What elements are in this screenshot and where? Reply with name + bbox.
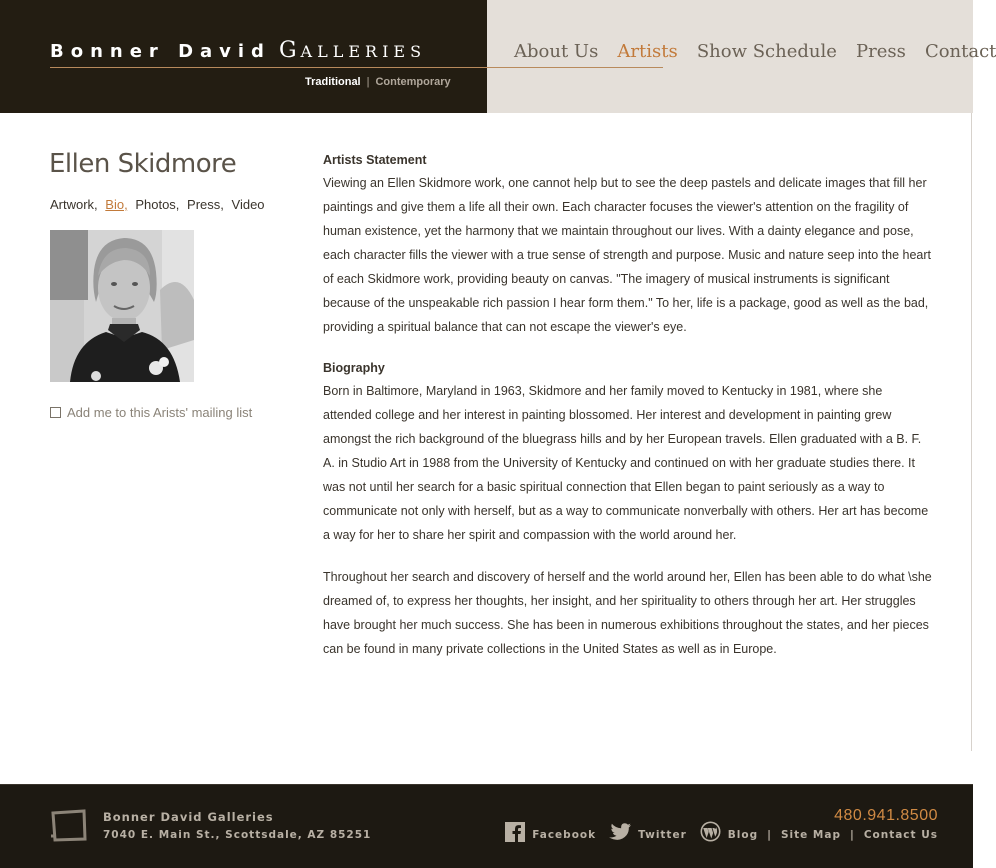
twitter-link[interactable] [609, 823, 687, 841]
collection-separator: | [366, 76, 370, 88]
footer-links [492, 821, 938, 842]
tab-bio[interactable]: Bio, [105, 197, 128, 212]
mailing-list-option[interactable] [50, 405, 252, 420]
facebook-icon [505, 822, 525, 842]
tab-video[interactable]: Video [231, 197, 265, 212]
biography-section [323, 357, 933, 547]
footer-logo-icon[interactable] [50, 809, 87, 842]
twitter-label: Twitter [638, 828, 687, 841]
tab-photos[interactable]: Photos, [135, 197, 180, 212]
nav-about-us[interactable]: About Us [514, 41, 599, 62]
collection-links [305, 76, 451, 88]
traditional-link[interactable]: Traditional [305, 76, 361, 88]
contact-us-link[interactable]: Contact Us [863, 828, 938, 841]
facebook-label: Facebook [532, 828, 597, 841]
biography-section-2 [323, 565, 933, 661]
artist-portrait [50, 230, 194, 382]
tab-artwork[interactable]: Artwork, [50, 197, 98, 212]
blog-label: Blog [727, 828, 759, 841]
nav-contact[interactable]: Contact [924, 41, 996, 62]
logo-galleries-rest: ALLERIES [300, 42, 427, 61]
artist-tabs [50, 197, 269, 212]
footer-address: 7040 E. Main St., Scottsdale, AZ 85251 [103, 829, 372, 841]
contemporary-link[interactable]: Contemporary [375, 76, 451, 88]
twitter-icon [609, 823, 631, 841]
facebook-link[interactable] [505, 822, 596, 842]
site-footer [0, 784, 973, 868]
footer-separator: | [767, 828, 772, 841]
artist-statement-section [323, 149, 933, 339]
biography-paragraph-2: Throughout her search and discovery of herself and the world around her, Ellen has been able to do what \she dreamed of, to express her thoughts, her insight, and her spirituality to others through her art. Her struggles have brought her much success. She has been in numerous exhibitions throughout the states, and her pieces can be found in many private collections in the United States as well as in Europe. [323, 570, 932, 656]
logo-bonner-david: Bonner David [50, 41, 271, 62]
biography-heading: Biography [323, 361, 385, 375]
portrait-image [50, 230, 194, 382]
header-divider [50, 67, 663, 68]
site-map-link[interactable]: Site Map [780, 828, 841, 841]
wordpress-icon [700, 821, 721, 842]
artist-bio-content [323, 149, 933, 679]
blog-link[interactable] [700, 821, 758, 842]
nav-show-schedule[interactable]: Show Schedule [696, 41, 837, 62]
nav-press[interactable]: Press [856, 41, 906, 62]
biography-paragraph-1: Born in Baltimore, Maryland in 1963, Skidmore and her family moved to Kentucky in 1981, where she attended college and her interest in painting blossomed. Her interest and development in painting grew amongst the rich background of the bluegrass hills and by her European travels. Ellen graduated with a B. F. A. in Studio Art in 1988 from the University of Kentucky and continued on with her graduate studies there. It was not until her search for a basic spiritual connection that Ellen began to paint seriously as a way to communicate not only with herself, but as a way to communicate nonverbally with others. Her art has become a way for her to share her spirit and compassion with the world around her. [323, 384, 929, 542]
mailing-list-label[interactable]: Add me to this Arists' mailing list [67, 405, 253, 420]
nav-artists[interactable]: Artists [617, 41, 678, 62]
footer-gallery-name: Bonner David Galleries [103, 810, 274, 824]
mailing-list-checkbox[interactable] [50, 407, 61, 418]
artist-statement-heading: Artists Statement [323, 153, 427, 167]
artist-name: Ellen Skidmore [49, 149, 237, 179]
logo-galleries-initial: G [278, 38, 301, 63]
tab-press[interactable]: Press, [187, 197, 224, 212]
footer-phone[interactable]: 480.941.8500 [834, 807, 938, 824]
footer-separator: | [849, 828, 855, 841]
main-nav [514, 41, 996, 62]
artist-statement-text: Viewing an Ellen Skidmore work, one cannot help but to see the deep pastels and delicate images that fill her paintings and give them a life all their own. Each character focuses the viewer's attention on the fragility of human existence, yet the harmony that we maintain throughout our lives. With a dainty elegance and pose, each character fills the viewer with a true sense of strength and purpose. Music and nature seep into the heart of each Skidmore work, providing beauty on canvas. "The imagery of musical instruments is significant because of the unspeakable rich passion I hear form them." To her, life is a package, good as well as the bad, providing a spiritual balance that can not escape the viewer's eye. [323, 176, 931, 334]
content-right-rule [971, 113, 972, 751]
logo-galleries [279, 38, 426, 63]
site-logo[interactable] [50, 38, 426, 63]
